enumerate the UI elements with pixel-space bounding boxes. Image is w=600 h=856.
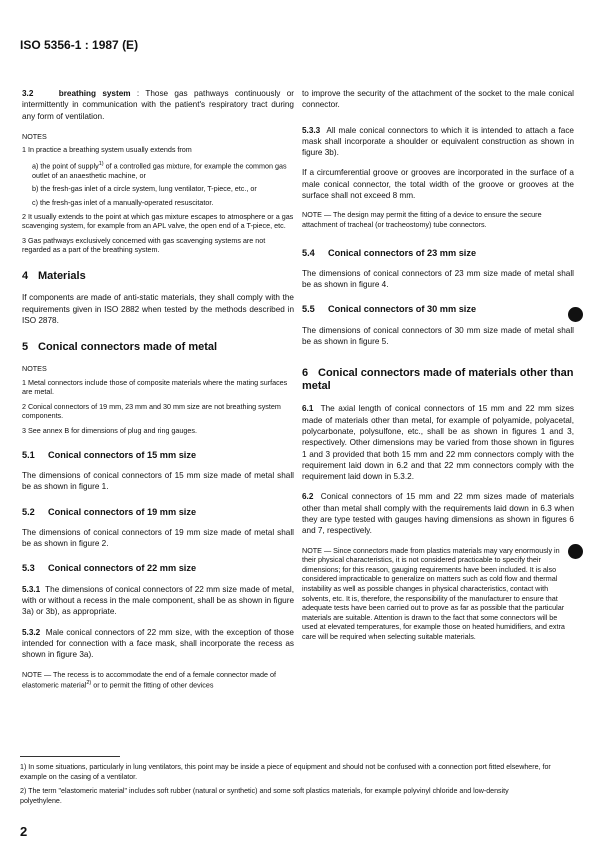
binding-hole-mark	[568, 307, 583, 322]
note-533: NOTE — The design may permit the fitting of a device to ensure the secure attachment of tracheal (or tracheostomy) tube connectors.	[302, 210, 542, 229]
section-5-3-3: 5.3.3 All male conical connectors to which it is intended to attach a face mask shall incorporate a shoulder or equivalent construction as shown in figure 3b).	[302, 125, 574, 158]
note-1c: c) the fresh-gas inlet of a manually-operated resuscitator.	[32, 197, 214, 207]
section-5-1-text: The dimensions of conical connectors of 15 mm size made of metal shall be as shown in figure 1.	[22, 470, 294, 492]
section-5-3-1: 5.3.1 The dimensions of conical connectors of 22 mm size made of metal, with or without a recess in the male component, shall be as shown in figure 3a) or 3b), as appropriate.	[22, 584, 294, 617]
note-1: 1 In practice a breathing system usually extends from	[22, 145, 192, 155]
definition-text: : Those gas pathways continuously or intermittently in communication with the patient's respiratory tract during any form of ventilation.	[22, 89, 294, 121]
section-3-2	[22, 88, 294, 122]
binding-hole-mark	[568, 544, 583, 559]
section-5-3-2: 5.3.2 Male conical connectors of 22 mm size, with the exception of those intended for connection with a face mask, shall incorporate the recess as shown in figure 3a).	[22, 627, 294, 660]
section-5-2-heading: 5.2 Conical connectors of 19 mm size	[22, 506, 197, 517]
section-5-3-heading: 5.3 Conical connectors of 22 mm size	[22, 563, 197, 574]
section-4-heading: 4 Materials	[22, 269, 86, 282]
section-5-4-heading: 5.4 Conical connectors of 23 mm size	[302, 247, 477, 258]
section-5-heading: 5 Conical connectors made of metal	[22, 341, 218, 354]
note-2: 2 Conical connectors of 19 mm, 23 mm and 30 mm size are not breathing system components.	[22, 401, 281, 421]
section-5-3-3-groove: If a circumferential groove or grooves are incorporated in the surface of a male conical connector, the total width of the groove or grooves at the surface shall not exceed 8 mm.	[302, 168, 574, 201]
section-5-1-heading: 5.1 Conical connectors of 15 mm size	[22, 449, 197, 460]
note-1: 1 Metal connectors include those of composite materials where the mating surfaces are metal.	[22, 377, 288, 397]
note-1a: a) the point of supply$^{1)}$ of a controlled gas mixture, for example the common gas outlet of an anaesthetic machine, or	[32, 160, 287, 180]
footnote-2: 2) The term "elastomeric material" includes soft rubber (natural or synthetic) and some soft plastics materials, for example polyvinyl chloride and low-density polyethylene.	[20, 787, 509, 805]
page-number: 2	[20, 824, 28, 839]
note-recess: NOTE — The recess is to accommodate the end of a female connector made of elastomeric material$^{2)}$ or to permit the fitting of other devices	[22, 669, 276, 690]
footnote-1: 1) In some situations, particularly in lung ventilators, this point may be inside a piece of equipment and should not be confused with a connection port fitted elsewhere, for example on the casing of a ventilator.	[20, 763, 551, 781]
note-2: 2 It usually extends to the point at which gas mixture escapes to atmosphere or a gas scavenging system, for example from an APL valve, the open end of a T-piece, etc.	[22, 211, 294, 231]
note-plastics: NOTE — Since connectors made from plastics materials may vary enormously in their physical characteristics, it is not considered practicable to specify their dimensions; for this reason, gauging requirements have been included. It is also considered impracticable to generalize on matters such as cold flow and thermal instability as well as possible changes in physical characteristics, contact with solvents, etc. It is, therefore, the responsibility of the manufacturer to ensure that adequate tests have been carried out to prove as far as possible that the particular materials are suitable. Attention is drawn to the fact that some connectors will be used at elevated temperatures, for example those on heated humidifiers, and extra care will be required when selecting suitable materials.	[302, 545, 565, 641]
section-number: 3.2	[22, 89, 34, 98]
section-6-heading: 6 Conical connectors made of materials other than metal	[302, 367, 574, 393]
document-header: ISO 5356-1 : 1987 (E)	[20, 38, 139, 52]
note-1b: b) the fresh-gas inlet of a circle system, lung ventilator, T-piece, etc., or	[32, 184, 257, 194]
section-4-text: If components are made of anti-static materials, they shall comply with the requirements given in ISO 2882 when tested by the methods described in ISO 2878.	[22, 293, 294, 325]
section-6-2: 6.2 Conical connectors of 15 mm and 22 mm sizes made of materials other than metal shall comply with the requirements laid down in 6.3 when they are type tested with gauges having dimensions as shown in figures 6 and 7, respectively.	[302, 492, 574, 536]
term: breathing system	[58, 89, 131, 98]
left-column	[22, 88, 294, 695]
section-5-2-text: The dimensions of conical connectors of 19 mm size made of metal shall be as shown in figure 2.	[22, 527, 294, 549]
right-column	[302, 88, 574, 647]
notes-title: NOTES	[22, 131, 47, 141]
note-3: 3 See annex B for dimensions of plug and ring gauges.	[22, 426, 198, 436]
continued-text: to improve the security of the attachment of the socket to the male conical connector.	[302, 89, 574, 110]
section-5-5-heading: 5.5 Conical connectors of 30 mm size	[302, 304, 477, 315]
footnotes	[20, 763, 552, 811]
section-5-4-text: The dimensions of conical connectors of 23 mm size made of metal shall be as shown in figure 4.	[302, 268, 574, 290]
note-3: 3 Gas pathways exclusively concerned with gas scavenging systems are not regarded as a part of the breathing system.	[22, 235, 266, 255]
footnote-rule	[20, 756, 120, 757]
notes-title: NOTES	[22, 364, 47, 374]
section-5-5-text: The dimensions of conical connectors of 30 mm size made of metal shall be as shown in figure 5.	[302, 325, 574, 347]
section-6-1: 6.1 The axial length of conical connectors of 15 mm and 22 mm sizes made of materials other than metal, for example of polyamide, polyacetal, polycarbonate, polysulfone, etc., shall be as shown in figures 1 and 3, respectively. Other dimensions may be varied from those shown in figures 1 and 3 provided that both 15 mm and 22 mm connectors comply with the requirement laid down in 6.2 and that 22 mm connectors comply with the requirement laid down in 5.3.2.	[302, 404, 574, 482]
